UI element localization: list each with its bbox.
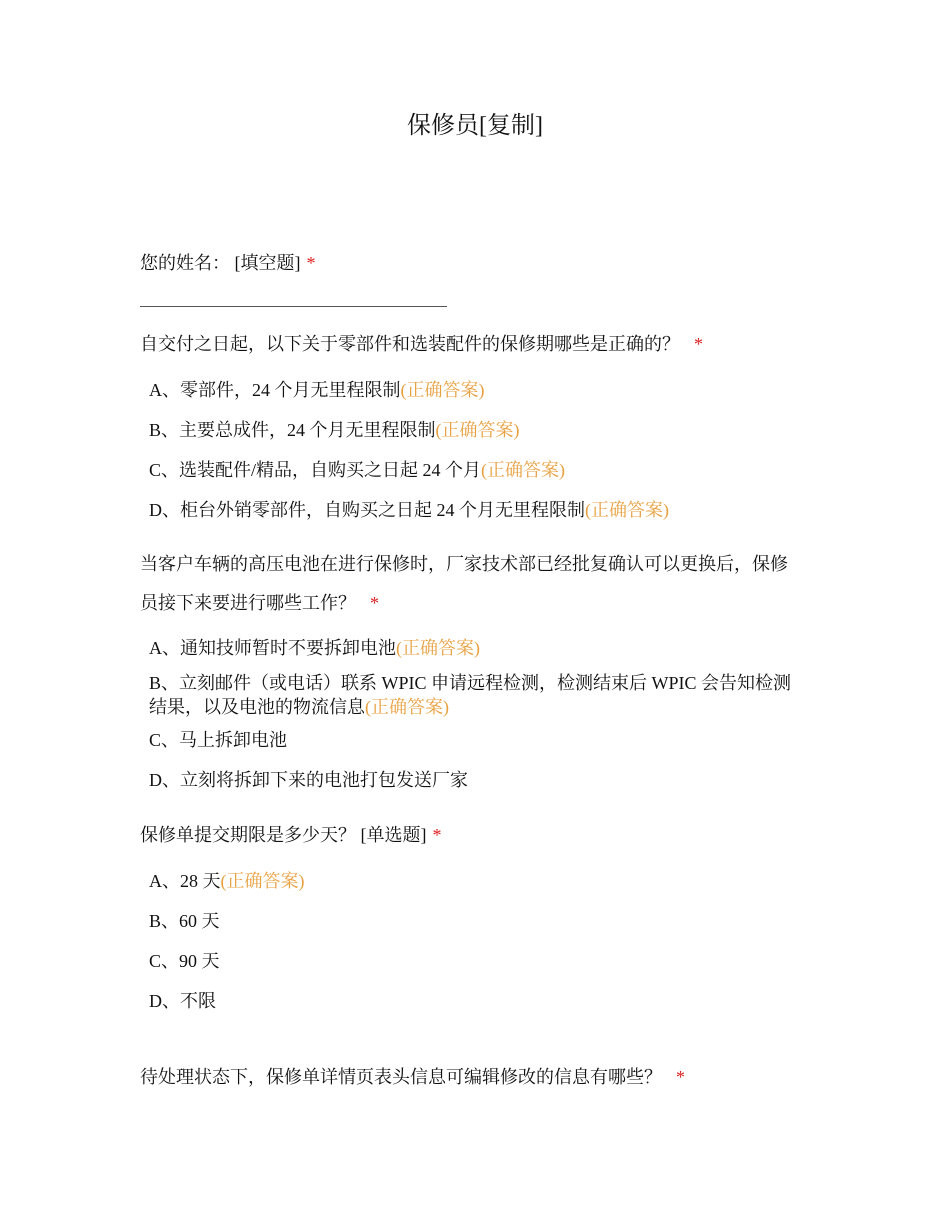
option-text: A、零部件，24 个月无里程限制 [149,380,401,400]
required-mark: * [432,825,442,845]
option-item [149,378,485,402]
option-text: B、主要总成件，24 个月无里程限制 [149,420,436,440]
option-item [149,498,669,522]
option-text: A、28 天 [149,871,221,891]
required-mark: * [370,593,379,613]
question-2 [140,332,703,356]
option-item [149,458,565,482]
option-item [149,768,468,792]
option-text: C、90 天 [149,951,220,971]
correct-answer-label: (正确答案) [481,460,566,480]
option-text: D、不限 [149,991,216,1011]
option-item [149,869,305,893]
question-4 [140,823,442,847]
option-text: D、柜台外销零部件，自购买之日起 24 个月无里程限制 [149,500,585,520]
option-item [149,636,480,660]
option-text: A、通知技师暂时不要拆卸电池 [149,638,396,658]
option-text: D、立刻将拆卸下来的电池打包发送厂家 [149,770,468,790]
question-text: 保修单提交期限是多少天？ [单选题] [140,825,427,845]
question-5 [140,1065,685,1089]
correct-answer-label: (正确答案) [365,697,449,717]
required-mark: * [694,334,703,354]
option-text: C、马上拆卸电池 [149,730,288,750]
page-title: 保修员[复制] [407,113,543,139]
required-mark: * [306,253,316,273]
correct-answer-label: (正确答案) [435,420,520,440]
option-text: C、选装配件/精品，自购买之日起 24 个月 [149,460,482,480]
option-item [149,989,216,1013]
question-3-line-2 [140,591,379,615]
correct-answer-label: (正确答案) [396,638,480,658]
option-item [149,418,520,442]
question-text: 员接下来要进行哪些工作？ [140,593,356,613]
option-item [149,949,220,973]
option-item [149,671,799,719]
option-text: B、60 天 [149,911,220,931]
name-answer-line[interactable] [140,306,447,307]
question-text: 您的姓名： [填空题] [140,253,301,273]
correct-answer-label: (正确答案) [220,871,305,891]
question-text: 自交付之日起，以下关于零部件和选装配件的保修期哪些是正确的？ [140,334,680,354]
option-item [149,909,220,933]
correct-answer-label: (正确答案) [585,500,669,520]
question-3-line-1: 当客户车辆的高压电池在进行保修时，厂家技术部已经批复确认可以更换后，保修 [140,554,788,574]
correct-answer-label: (正确答案) [400,380,485,400]
required-mark: * [676,1067,685,1087]
question-1 [140,251,316,275]
option-item [149,728,287,752]
option-text: B、立刻邮件（或电话）联系 WPIC 申请远程检测，检测结束后 WPIC 会告知检测结果，以及电池的物流信息 [149,673,792,717]
question-text: 待处理状态下，保修单详情页表头信息可编辑修改的信息有哪些？ [140,1067,662,1087]
